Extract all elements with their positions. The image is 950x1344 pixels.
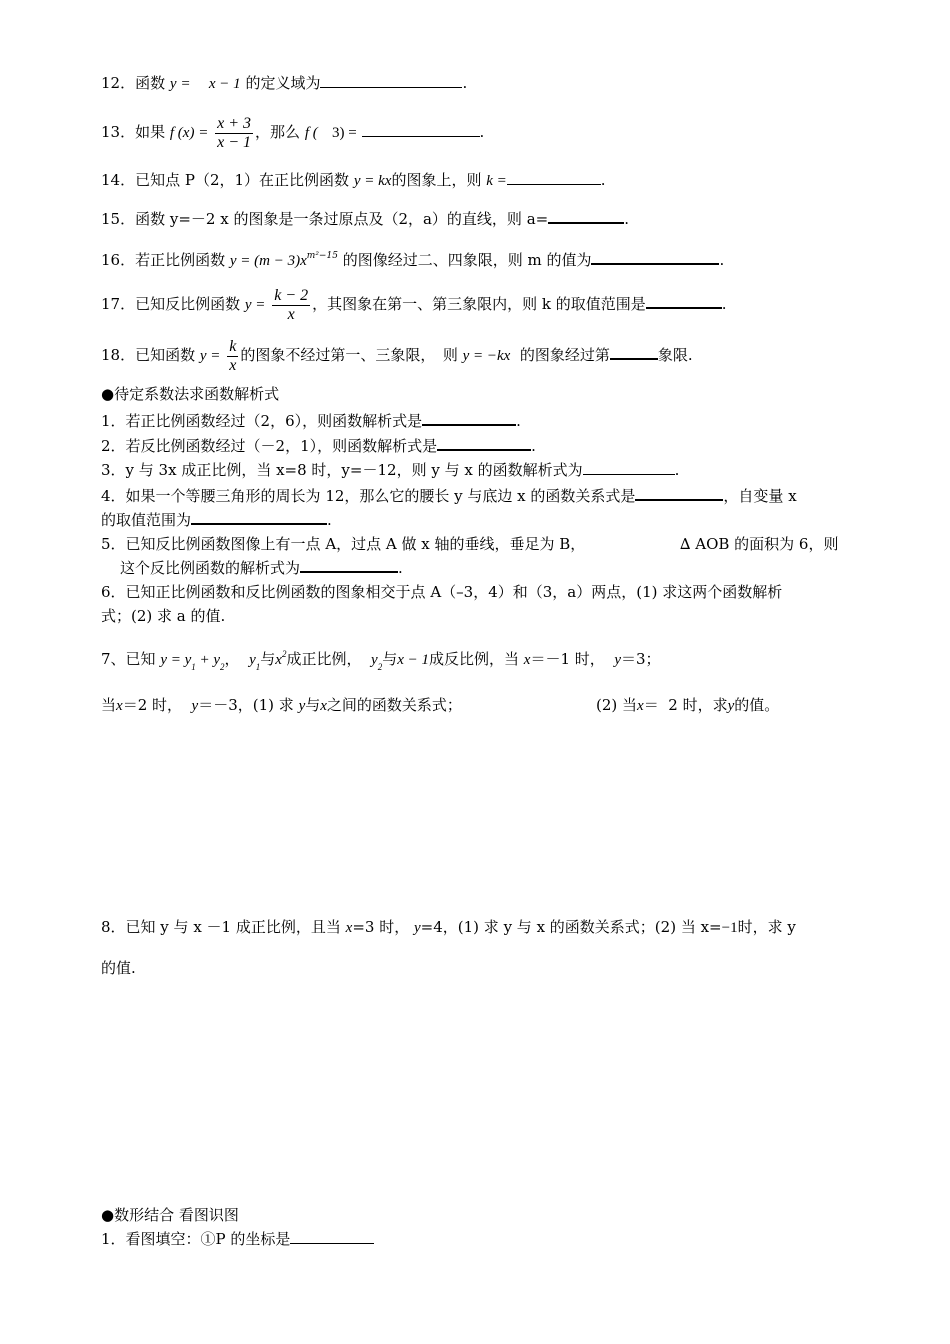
p8-x: x bbox=[345, 920, 353, 936]
p8-x-val: =3 时， bbox=[352, 918, 410, 936]
q16-blank[interactable] bbox=[591, 249, 719, 265]
p7-inverse: 成反比例，当 bbox=[428, 650, 519, 668]
q12-text: 函数 bbox=[135, 74, 166, 92]
q15-number: 15． bbox=[101, 210, 136, 228]
p2-end: . bbox=[531, 437, 536, 455]
graph-problem-1 bbox=[101, 1229, 374, 1249]
question-16 bbox=[101, 246, 724, 271]
q15-blank[interactable] bbox=[548, 208, 624, 224]
p7-l2-y3: y bbox=[727, 698, 735, 714]
q13-fraction bbox=[215, 115, 253, 152]
question-14 bbox=[101, 170, 606, 191]
q17-text: 已知反比例函数 bbox=[135, 295, 241, 313]
p7-l2-x: x bbox=[116, 698, 123, 714]
p4-blank-2[interactable] bbox=[191, 509, 327, 525]
q14-math: y = kx bbox=[353, 173, 392, 189]
p6-line2: 式；(2) 求 a 的值. bbox=[101, 607, 226, 625]
question-15 bbox=[101, 208, 629, 229]
q16-math: y = (m − 3)x bbox=[229, 253, 307, 269]
q13-number: 13． bbox=[101, 123, 136, 141]
q13-mid: ，那么 bbox=[255, 123, 301, 141]
q13-denominator: x − 1 bbox=[217, 133, 252, 151]
q13-f: f ( bbox=[304, 125, 318, 141]
p8-y: y bbox=[414, 920, 421, 936]
q12-y: y bbox=[169, 76, 177, 92]
p7-y2: $y_2$ bbox=[371, 652, 383, 672]
p7-l2-x-val: ＝2 时， bbox=[122, 696, 182, 714]
p5-text: 5．已知反比例函数图像上有一点 A，过点 A 做 x 轴的垂线，垂足为 B， bbox=[101, 535, 586, 553]
q12-end: . bbox=[462, 74, 468, 92]
p3-end: . bbox=[674, 461, 680, 479]
q13-close: ) = bbox=[339, 125, 357, 141]
q14-post: 的图象上，则 bbox=[391, 171, 482, 189]
p7-l2-y2: y bbox=[298, 698, 306, 714]
p5-blank[interactable] bbox=[300, 557, 398, 573]
p4-blank-1[interactable] bbox=[635, 485, 723, 501]
q15-text: 函数 y=－2 x 的图象是一条过原点及（2，a）的直线，则 a= bbox=[135, 210, 549, 228]
p2-blank[interactable] bbox=[437, 435, 531, 451]
p4-end: . bbox=[327, 511, 332, 529]
q16-post: 的图像经过二、四象限，则 m 的值为 bbox=[342, 251, 592, 269]
p7-y1: $y_1$ bbox=[249, 652, 261, 672]
problem-4-line-2 bbox=[101, 509, 332, 530]
problem-6-line-2 bbox=[101, 606, 225, 626]
p1-blank[interactable] bbox=[422, 410, 516, 426]
q12-eq: = bbox=[181, 76, 190, 92]
p2-text: 2．若反比例函数经过（－2，1），则函数解析式是 bbox=[101, 437, 438, 455]
p8-line2: 的值. bbox=[101, 959, 136, 977]
q18-post: 的图象经过第 bbox=[519, 346, 610, 364]
q16-end: . bbox=[719, 251, 725, 269]
problem-4 bbox=[101, 485, 797, 506]
q17-numerator: k − 2 bbox=[274, 286, 309, 304]
p7-l2-find: 2 时，求 bbox=[668, 696, 728, 714]
p4-text: 4．如果一个等腰三角形的周长为 12，那么它的腰长 y 与底边 x 的函数关系式是 bbox=[101, 487, 636, 505]
problem-8 bbox=[101, 917, 796, 938]
q18-denominator: x bbox=[229, 356, 237, 374]
q12-math: x − 1 bbox=[208, 76, 241, 92]
question-17 bbox=[101, 283, 727, 326]
problem-3 bbox=[101, 460, 679, 480]
p7-with-2: 与 bbox=[382, 650, 398, 668]
p7-y-val: ＝3； bbox=[620, 650, 661, 668]
q14-k: k = bbox=[486, 173, 507, 189]
q14-end: . bbox=[600, 171, 606, 189]
p7-text: 7、已知 bbox=[101, 650, 156, 668]
problem-7: 7、已知 $y = y_1 + y_2$， $y_1$与$x^2$成正比例， $y_2$与x − 1成反比例，当 x＝－1 时， y＝3； bbox=[101, 649, 661, 672]
p6-text: 6．已知正比例函数和反比例函数的图象相交于点 A（–3，4）和（3，a）两点，(1) 求这两个函数解析 bbox=[101, 583, 783, 601]
p4-line2: 的取值范围为 bbox=[101, 511, 192, 529]
q18-fraction bbox=[227, 338, 238, 375]
p7-l2-x3: x bbox=[637, 698, 644, 714]
p7-l2-part2: (2) 当 bbox=[596, 696, 638, 714]
q18-blank[interactable] bbox=[610, 344, 658, 360]
p8-y-val: =4，(1) 求 y 与 x 的函数关系式；(2) 当 x= bbox=[420, 918, 722, 936]
p5-end: . bbox=[398, 559, 403, 577]
q13-blank[interactable] bbox=[362, 122, 480, 137]
p5-triangle-text: ∆ AOB 的面积为 6，则 bbox=[680, 535, 839, 553]
q18-mid: 的图象不经过第一、三象限， 则 bbox=[240, 346, 458, 364]
q17-fraction bbox=[272, 287, 310, 324]
question-13 bbox=[101, 112, 484, 153]
p7-xm1: x − 1 bbox=[397, 652, 429, 668]
section-title-undetermined-coefficients: ●待定系数法求函数解析式 bbox=[101, 385, 280, 403]
p7-x: x bbox=[523, 652, 531, 668]
question-18 bbox=[101, 335, 693, 376]
p1-end: . bbox=[516, 412, 521, 430]
p7-l2-with: 与 bbox=[305, 696, 321, 714]
p7-y: y bbox=[614, 652, 621, 668]
q18-y: y = bbox=[199, 348, 221, 364]
g1-blank[interactable] bbox=[290, 1229, 374, 1244]
p5-line2: 这个反比例函数的解析式为 bbox=[120, 559, 301, 577]
problem-5 bbox=[101, 534, 585, 554]
q17-blank[interactable] bbox=[646, 293, 722, 309]
q16-number: 16． bbox=[101, 251, 136, 269]
p7-l2-x2: x bbox=[320, 698, 327, 714]
q13-numerator: x + 3 bbox=[217, 114, 252, 132]
p7-with-1: 与 bbox=[260, 650, 276, 668]
p7-l2-when: 当 bbox=[101, 696, 117, 714]
q18-math: y = −kx bbox=[462, 348, 511, 364]
q12-post: 的定义域为 bbox=[245, 74, 321, 92]
q17-number: 17． bbox=[101, 295, 136, 313]
q18-text: 已知函数 bbox=[135, 346, 196, 364]
p8-neg-one: −1 bbox=[721, 920, 738, 936]
q16-text: 若正比例函数 bbox=[135, 251, 226, 269]
p7-l2-relation: 之间的函数关系式； bbox=[326, 696, 462, 714]
p7-eq: $y = y_1 + y_2$ bbox=[160, 652, 225, 672]
problem-7-part-2 bbox=[596, 695, 779, 716]
q14-number: 14． bbox=[101, 171, 136, 189]
g1-text: 1．看图填空：①P 的坐标是 bbox=[101, 1230, 291, 1248]
p1-text: 1．若正比例函数经过（2，6），则函数解析式是 bbox=[101, 412, 423, 430]
p7-when-x: ＝－1 时， bbox=[530, 650, 605, 668]
q17-end: . bbox=[721, 295, 727, 313]
q17-post: ，其图象在第一、第三象限内，则 k 的取值范围是 bbox=[312, 295, 646, 313]
problem-1 bbox=[101, 410, 521, 431]
q18-number: 18． bbox=[101, 346, 136, 364]
q13-arg: 3 bbox=[332, 125, 340, 141]
p3-blank[interactable] bbox=[583, 460, 675, 475]
q16-exponent: m²−15 bbox=[306, 251, 338, 261]
question-12 bbox=[101, 73, 467, 94]
q13-end: . bbox=[479, 123, 485, 141]
problem-8-line-2 bbox=[101, 958, 136, 978]
q17-denominator: x bbox=[287, 305, 295, 323]
q14-blank[interactable] bbox=[507, 170, 601, 185]
q13-fx: f (x) = bbox=[169, 125, 209, 141]
p7-l2-value: 的值。 bbox=[734, 696, 780, 714]
problem-2 bbox=[101, 435, 536, 456]
q17-y: y = bbox=[244, 297, 266, 313]
problem-5-line-2 bbox=[120, 557, 403, 578]
problem-6 bbox=[101, 582, 782, 602]
p3-text: 3．y 与 3x 成正比例，当 x=8 时，y=－12，则 y 与 x 的函数解析式为 bbox=[101, 461, 583, 479]
p4-mid: ，自变量 x bbox=[723, 487, 797, 505]
q14-text: 已知点 P（2，1）在正比例函数 bbox=[135, 171, 350, 189]
p7-x2: $x^2$ bbox=[275, 649, 287, 668]
q12-number: 12． bbox=[101, 74, 136, 92]
p8-text: 8．已知 y 与 x －1 成正比例，且当 bbox=[101, 918, 341, 936]
problem-7-line-2 bbox=[101, 695, 462, 716]
q15-end: . bbox=[624, 210, 629, 228]
p7-l2-y: y bbox=[191, 698, 199, 714]
p7-l2-y-val: ＝－3，(1) 求 bbox=[198, 696, 294, 714]
p7-l2-eq: ＝ bbox=[643, 696, 659, 714]
q12-blank[interactable] bbox=[320, 73, 462, 88]
p8-find: 时，求 y bbox=[737, 918, 796, 936]
q18-end: 象限. bbox=[657, 346, 693, 364]
q18-numerator: k bbox=[229, 337, 237, 355]
p7-proportional: 成正比例， bbox=[286, 650, 362, 668]
q13-text: 如果 bbox=[135, 123, 166, 141]
section-title-graph-reading: ●数形结合 看图识图 bbox=[101, 1206, 239, 1224]
problem-5-triangle bbox=[680, 534, 838, 554]
